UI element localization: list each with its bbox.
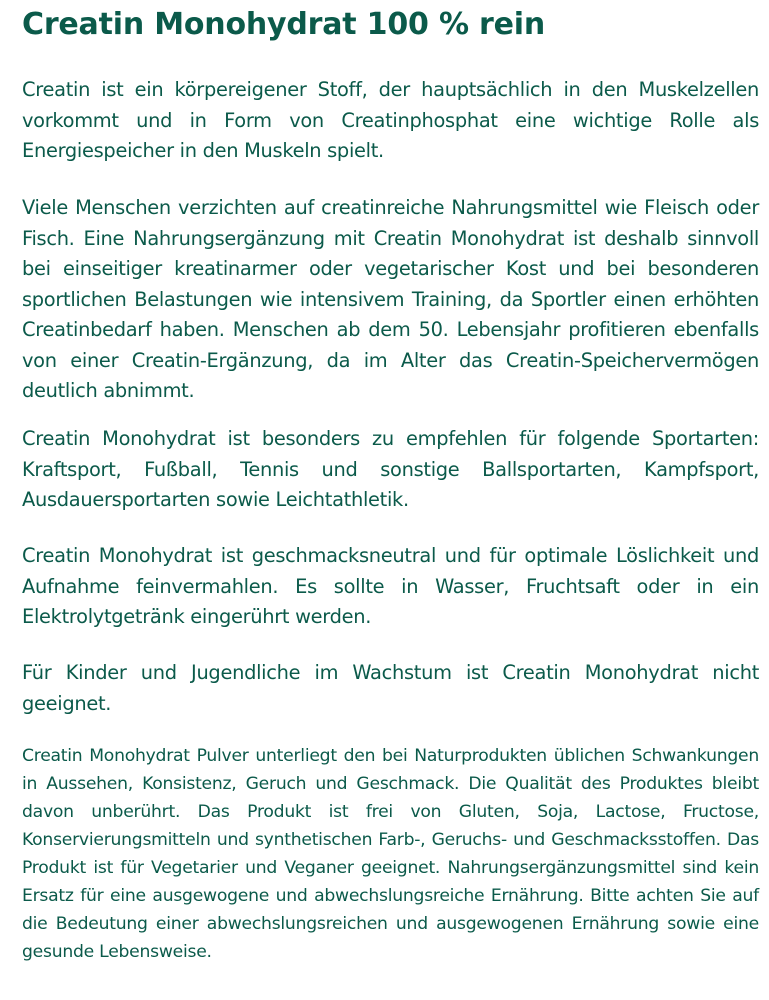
title-block [22, 0, 759, 45]
disclaimer-text: Creatin Monohydrat Pulver unterliegt den bei Naturprodukten üblichen Schwankungen in Aussehen, Konsistenz, Geruch und Geschmack. Die Qualität des Produktes bleibt davon unberührt. Das Produkt ist frei von Gluten, Soja, Lactose, Fructose, Konservierungsmitteln und synthetischen Farb-, Geruchs- und Geschmacksstoffen. Das Produkt ist für Vegetarier und Veganer geeignet. Nahrungsergänzungsmittel sind kein Ersatz für eine ausgewogene und abwechslungsreiche Ernährung. Bitte achten Sie auf die Bedeutung einer abwechslungsreichen und ausgewogenen Ernährung sowie eine gesunde Lebensweise. [22, 746, 759, 962]
page-title: Creatin Monohydrat 100 % rein [22, 7, 546, 42]
paragraph-usage: Creatin Monohydrat ist geschmacksneutral und für optimale Löslichkeit und Aufnahme feinvermahlen. Es sollte in Wasser, Fruchtsaft oder in ein Elektrolytgetränk eingerührt werden. [22, 544, 759, 628]
paragraph-intro: Creatin ist ein körpereigener Stoff, der hauptsächlich in den Muskelzellen vorkommt und in Form von Creatinphosphat eine wichtige Rolle als Energiespeicher in den Muskeln spielt. [22, 78, 759, 162]
paragraph-supplement: Viele Menschen verzichten auf creatinreiche Nahrungsmittel wie Fleisch oder Fisch. Eine Nahrungsergänzung mit Creatin Monohydrat ist deshalb sinnvoll bei einseitiger kreatinarmer oder vegetarischer Kost und bei besonderen sportlichen Belastungen wie intensivem Training, da Sportler einen erhöhten Creatinbedarf haben. Menschen ab dem 50. Lebensjahr profitieren ebenfalls von einer Creatin-Ergänzung, da im Alter das Creatin-Speichervermögen deutlich abnimmt. [22, 196, 759, 402]
paragraph-sports: Creatin Monohydrat ist besonders zu empfehlen für folgende Sportarten: Kraftsport, Fußball, Tennis und sonstige Ballsportarten, Kampfsport, Ausdauersportarten sowie Leichtathletik. [22, 427, 759, 511]
paragraph-children-warning: Für Kinder und Jugendliche im Wachstum ist Creatin Monohydrat nicht geeignet. [22, 661, 759, 715]
